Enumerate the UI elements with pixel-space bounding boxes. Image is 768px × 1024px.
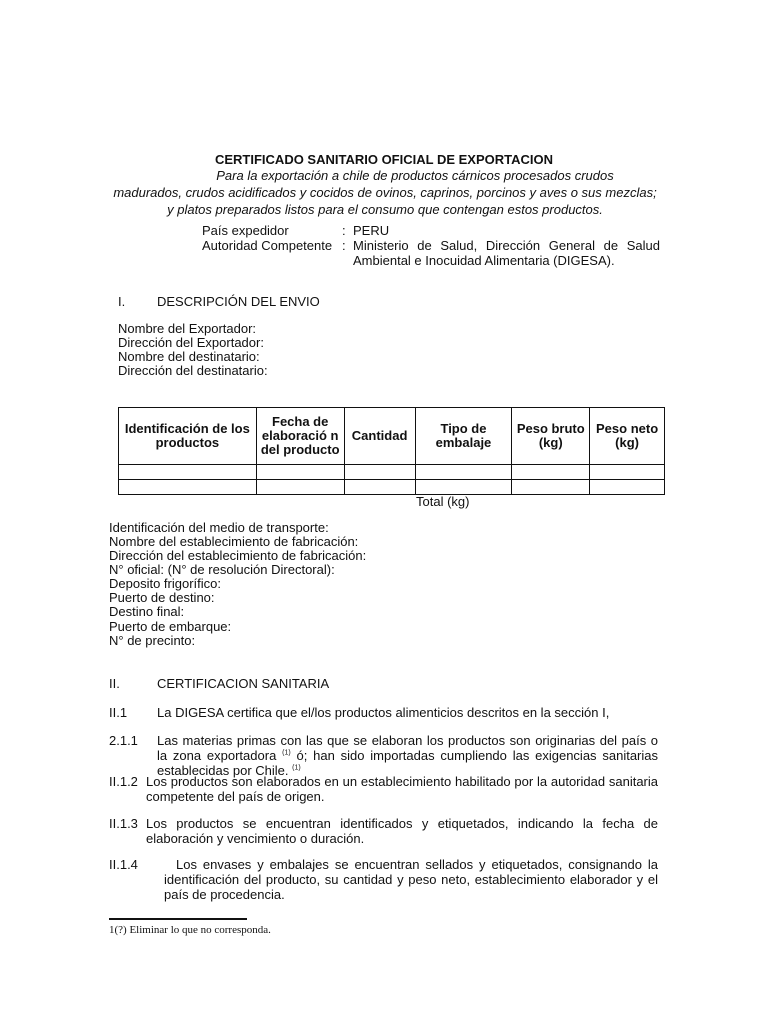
recipient-name-field: Nombre del destinatario: (118, 349, 260, 364)
table-cell[interactable] (256, 480, 344, 495)
field-value: Ministerio de Salud, Dirección General de Salud Ambiental e Inocuidad Alimentaria (DIGESA). (353, 238, 660, 268)
table-row (119, 465, 665, 480)
table-cell[interactable] (256, 465, 344, 480)
document-subtitle (105, 167, 665, 218)
table-cell[interactable] (344, 465, 415, 480)
table-header-cell: Tipo de embalaje (415, 408, 512, 465)
table-header-row (119, 408, 665, 465)
transport-field: Puerto de embarque: (109, 619, 232, 634)
transport-field: N° oficial: (N° de resolución Directoral): (109, 562, 335, 577)
subtitle-line-3: y platos preparados listos para el consumo que contengan estos productos. (167, 202, 603, 217)
item-number: II.1.3 (109, 816, 138, 831)
table-header-cell: Cantidad (344, 408, 415, 465)
table-header-cell: Peso neto (kg) (590, 408, 665, 465)
table-row (119, 480, 665, 495)
transport-field: Deposito frigorífico: (109, 576, 221, 591)
section-2-heading: CERTIFICACION SANITARIA (157, 676, 330, 691)
table-total-label: Total (kg) (416, 494, 470, 509)
field-pais-expedidor (202, 223, 660, 238)
table-header-cell: Peso bruto (kg) (512, 408, 590, 465)
item-text-part: Las materias primas con las que se elaboran los productos son originarias del país o la zona exportadora (157, 733, 658, 763)
item-number: 2.1.1 (109, 733, 138, 748)
item-text: La DIGESA certifica que el/los productos alimenticios descritos en la sección I, (157, 705, 610, 720)
transport-field: N° de precinto: (109, 633, 196, 648)
transport-field: Destino final: (109, 604, 185, 619)
table-header-cell: Identificación de los productos (119, 408, 257, 465)
footnote-divider (109, 918, 247, 920)
subtitle-line-2: madurados, crudos acidificados y cocidos de ovinos, caprinos, porcinos y aves o sus mezclas; (113, 185, 657, 200)
table-cell[interactable] (590, 465, 665, 480)
field-value: PERU (353, 223, 390, 238)
table-cell[interactable] (119, 480, 257, 495)
item-number: II.1.4 (109, 857, 138, 872)
footnote-marker: (1) (282, 749, 291, 757)
section-1-number: I. (118, 294, 126, 309)
section-1-heading: DESCRIPCIÓN DEL ENVIO (157, 294, 320, 309)
item-text: Los envases y embalajes se encuentran sellados y etiquetados, consignando la identificación del producto, su cantidad y peso neto, establecimiento elaborador y el país de procedencia. (164, 857, 658, 902)
item-text-part: ó; han sido importadas cumpliendo las exigencias sanitarias establecidas por Chile. (157, 748, 658, 778)
item-number: II.1 (109, 705, 128, 720)
document-title: CERTIFICADO SANITARIO OFICIAL DE EXPORTACION (214, 152, 553, 167)
field-colon: : (342, 223, 346, 238)
section-2-number: II. (109, 676, 120, 691)
subtitle-line-1: Para la exportación a chile de productos cárnicos procesados crudos (216, 168, 614, 183)
products-table (118, 407, 665, 495)
table-cell[interactable] (512, 480, 590, 495)
field-label: País expedidor (202, 223, 289, 238)
table-cell[interactable] (512, 465, 590, 480)
field-autoridad-competente (202, 238, 660, 268)
footnote: 1(?) Eliminar lo que no corresponda. (109, 924, 271, 936)
table-header-cell: Fecha de elaboració n del producto (256, 408, 344, 465)
exporter-name-field: Nombre del Exportador: (118, 321, 257, 336)
item-text: Los productos son elaborados en un establecimiento habilitado por la autoridad sanitaria competente del país de origen. (146, 774, 658, 804)
item-text: Los productos se encuentran identificados y etiquetados, indicando la fecha de elaboración y vencimiento o duración. (146, 816, 658, 846)
table-cell[interactable] (344, 480, 415, 495)
transport-field: Puerto de destino: (109, 590, 215, 605)
table-cell[interactable] (119, 465, 257, 480)
transport-field: Nombre del establecimiento de fabricación: (109, 534, 359, 549)
exporter-address-field: Dirección del Exportador: (118, 335, 264, 350)
footnote-marker: (1) (292, 764, 301, 772)
recipient-address-field: Dirección del destinatario: (118, 363, 268, 378)
transport-field: Identificación del medio de transporte: (109, 520, 329, 535)
field-label: Autoridad Competente (202, 238, 333, 253)
transport-field: Dirección del establecimiento de fabricación: (109, 548, 367, 563)
table-cell[interactable] (415, 480, 512, 495)
item-number: II.1.2 (109, 774, 138, 789)
field-colon: : (342, 238, 346, 253)
table-cell[interactable] (590, 480, 665, 495)
table-cell[interactable] (415, 465, 512, 480)
item-text (157, 733, 658, 778)
